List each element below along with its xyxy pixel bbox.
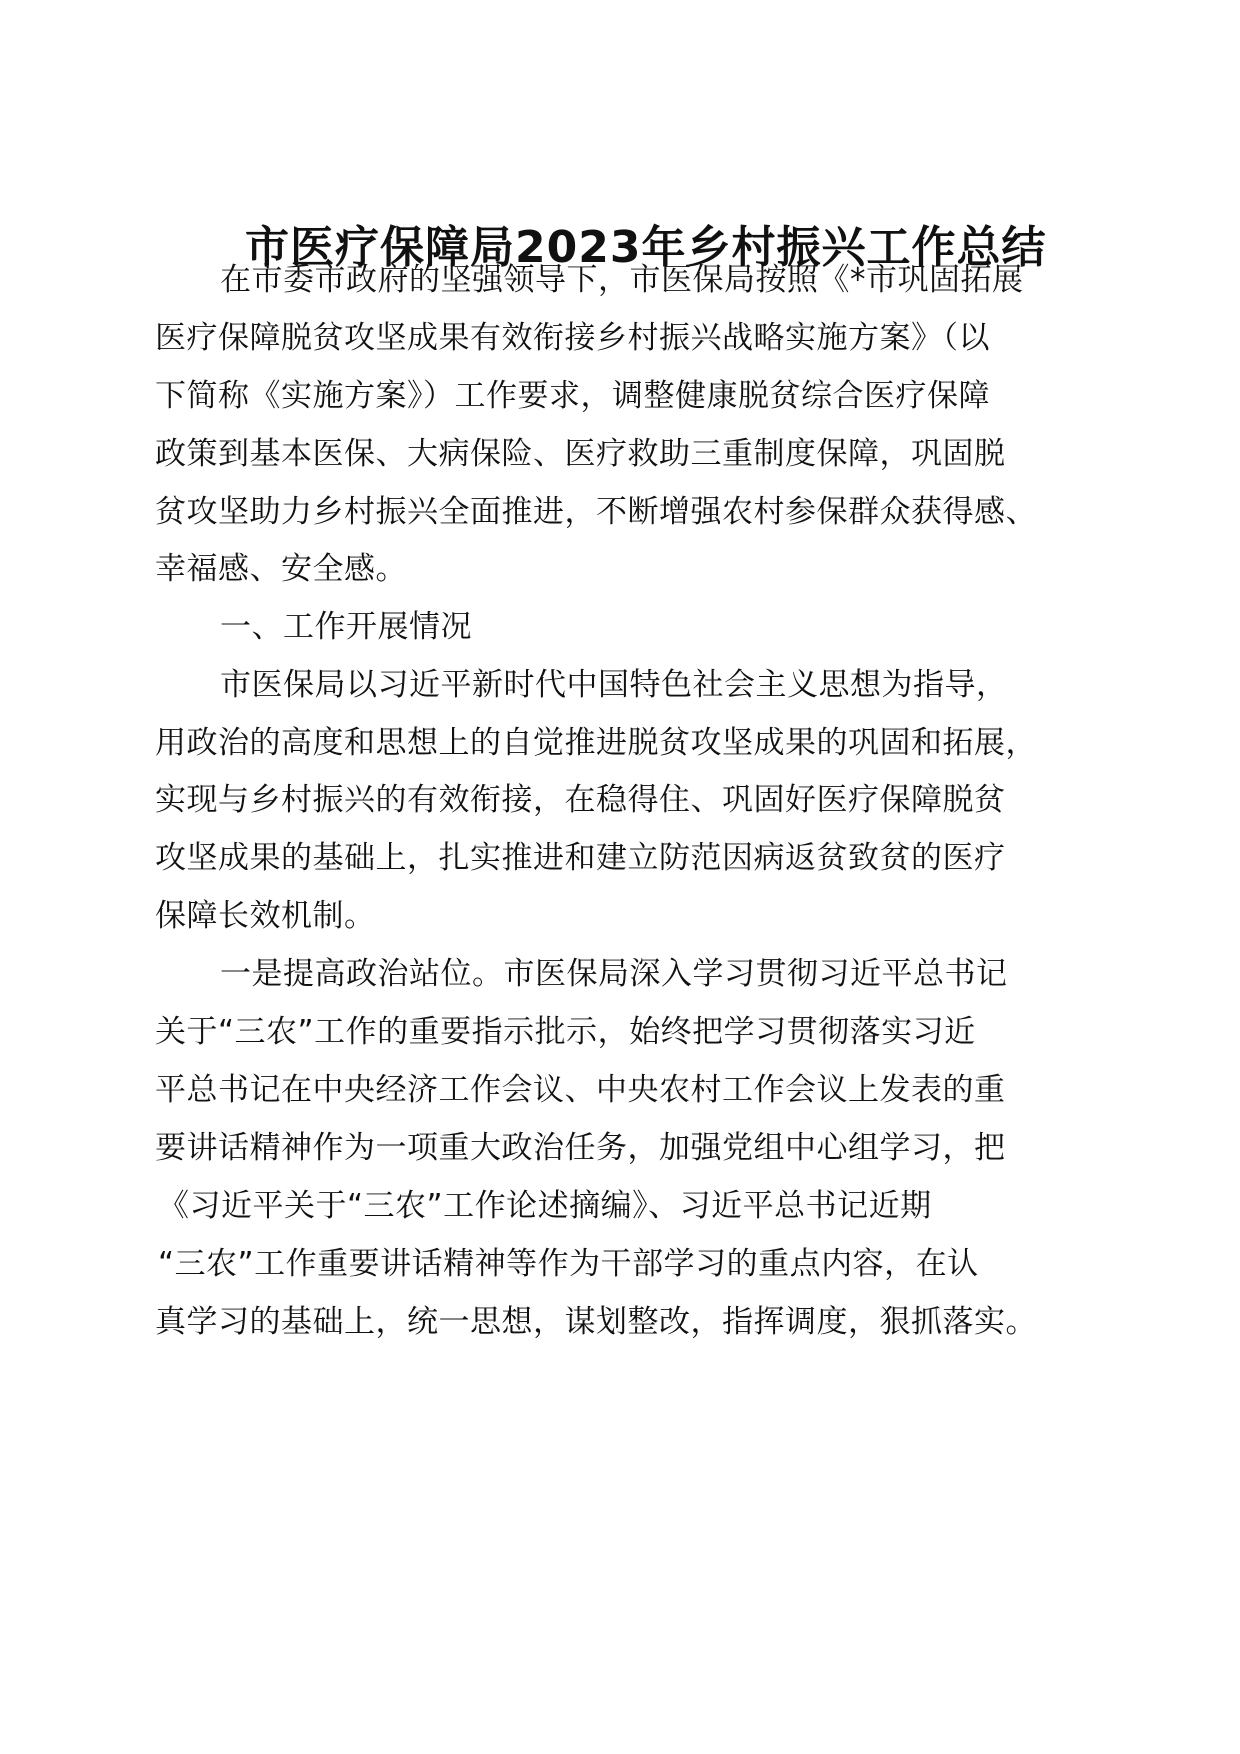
paragraph-2-line-2: 用政治的高度和思想上的自觉推进脱贫攻坚成果的巩固和拓展， (155, 725, 1037, 761)
paragraph-3-line-5: 《习近平关于“三农”工作论述摘编》、习近平总书记近期 (158, 1188, 932, 1224)
paragraph-1-line-2: 医疗保障脱贫攻坚成果有效衔接乡村振兴战略实施方案》（以 (155, 320, 990, 356)
paragraph-3-line-4: 要讲话精神作为一项重大政治任务，加强党组中心组学习，把 (155, 1130, 1006, 1166)
paragraph-3-line-7: 真学习的基础上，统一思想，谋划整改，指挥调度，狠抓落实。 (155, 1304, 1037, 1340)
paragraph-2-line-3: 实现与乡村振兴的有效衔接，在稳得住、巩固好医疗保障脱贫 (155, 782, 1006, 818)
paragraph-2-line-5: 保障长效机制。 (155, 898, 376, 934)
paragraph-1-line-3: 下简称《实施方案》）工作要求，调整健康脱贫综合医疗保障 (155, 378, 990, 414)
paragraph-3-line-6: “三农”工作重要讲话精神等作为干部学习的重点内容，在认 (158, 1246, 979, 1282)
paragraph-1-line-1: 在市委市政府的坚强领导下，市医保局按照《*市巩固拓展 (220, 262, 1024, 298)
paragraph-2-line-4: 攻坚成果的基础上，扎实推进和建立防范因病返贫致贫的医疗 (155, 840, 1006, 876)
paragraph-1-line-6: 幸福感、安全感。 (155, 551, 407, 587)
document-title: 市医疗保障局2023年乡村振兴工作总结 (245, 222, 1047, 273)
paragraph-2-line-1: 市医保局以习近平新时代中国特色社会主义思想为指导， (220, 667, 1008, 703)
paragraph-1-line-5: 贫攻坚助力乡村振兴全面推进，不断增强农村参保群众获得感、 (155, 494, 1037, 530)
section-heading: 一、工作开展情况 (220, 609, 472, 645)
paragraph-1-line-4: 政策到基本医保、大病保险、医疗救助三重制度保障，巩固脱 (155, 436, 1006, 472)
paragraph-3-line-3: 平总书记在中央经济工作会议、中央农村工作会议上发表的重 (155, 1072, 1006, 1108)
paragraph-3-line-1: 一是提高政治站位。市医保局深入学习贯彻习近平总书记 (220, 956, 1008, 992)
paragraph-3-line-2: 关于“三农”工作的重要指示批示，始终把学习贯彻落实习近 (155, 1014, 976, 1050)
